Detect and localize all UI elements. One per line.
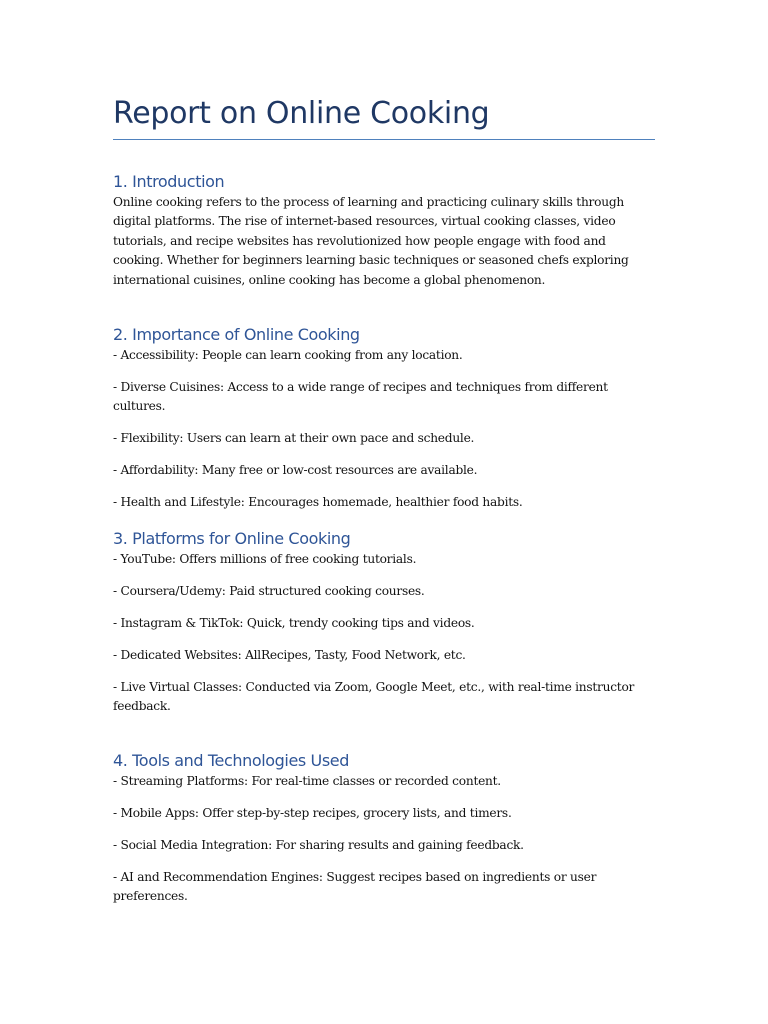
bullet-list [113, 772, 658, 907]
document-title: Report on Online Cooking [113, 96, 490, 131]
list-item: - Social Media Integration: For sharing results and gaining feedback. [113, 838, 524, 852]
list-item: - Dedicated Websites: AllRecipes, Tasty, Food Network, etc. [113, 648, 466, 662]
bullet-list [113, 346, 658, 513]
section-heading: 1. Introduction [113, 172, 225, 191]
title-divider [113, 139, 655, 140]
list-item: - Mobile Apps: Offer step-by-step recipes, grocery lists, and timers. [113, 806, 512, 820]
bullet-list [113, 550, 658, 717]
list-item: - Diverse Cuisines: Access to a wide range of recipes and techniques from different cultures. [113, 380, 608, 414]
list-item: - YouTube: Offers millions of free cooking tutorials. [113, 552, 417, 566]
list-item: - Live Virtual Classes: Conducted via Zoom, Google Meet, etc., with real-time instructor feedback. [113, 680, 635, 714]
list-item: - Streaming Platforms: For real-time classes or recorded content. [113, 774, 501, 788]
section-heading: 2. Importance of Online Cooking [113, 325, 360, 344]
section-importance [113, 324, 658, 525]
section-paragraph: Online cooking refers to the process of learning and practicing culinary skills through digital platforms. The rise of internet-based resources, virtual cooking classes, video tutorials, and recipe websites has revolutionized how people engage with food and cooking. Whether for beginners learning basic techniques or seasoned chefs exploring international cuisines, online cooking has become a global phenomenon. [113, 195, 629, 287]
section-heading: 4. Tools and Technologies Used [113, 751, 349, 770]
list-item: - Flexibility: Users can learn at their own pace and schedule. [113, 431, 475, 446]
section-platforms [113, 528, 658, 729]
list-item: - AI and Recommendation Engines: Suggest recipes based on ingredients or user preferences. [113, 870, 597, 904]
list-item: - Accessibility: People can learn cooking from any location. [113, 348, 463, 362]
section-introduction [113, 171, 658, 290]
list-item: - Health and Lifestyle: Encourages homemade, healthier food habits. [113, 495, 523, 510]
list-item: - Instagram & TikTok: Quick, trendy cooking tips and videos. [113, 616, 475, 630]
list-item: - Coursera/Udemy: Paid structured cooking courses. [113, 584, 425, 598]
section-tools [113, 750, 658, 919]
section-heading: 3. Platforms for Online Cooking [113, 529, 351, 548]
list-item: - Affordability: Many free or low-cost resources are available. [113, 463, 478, 478]
